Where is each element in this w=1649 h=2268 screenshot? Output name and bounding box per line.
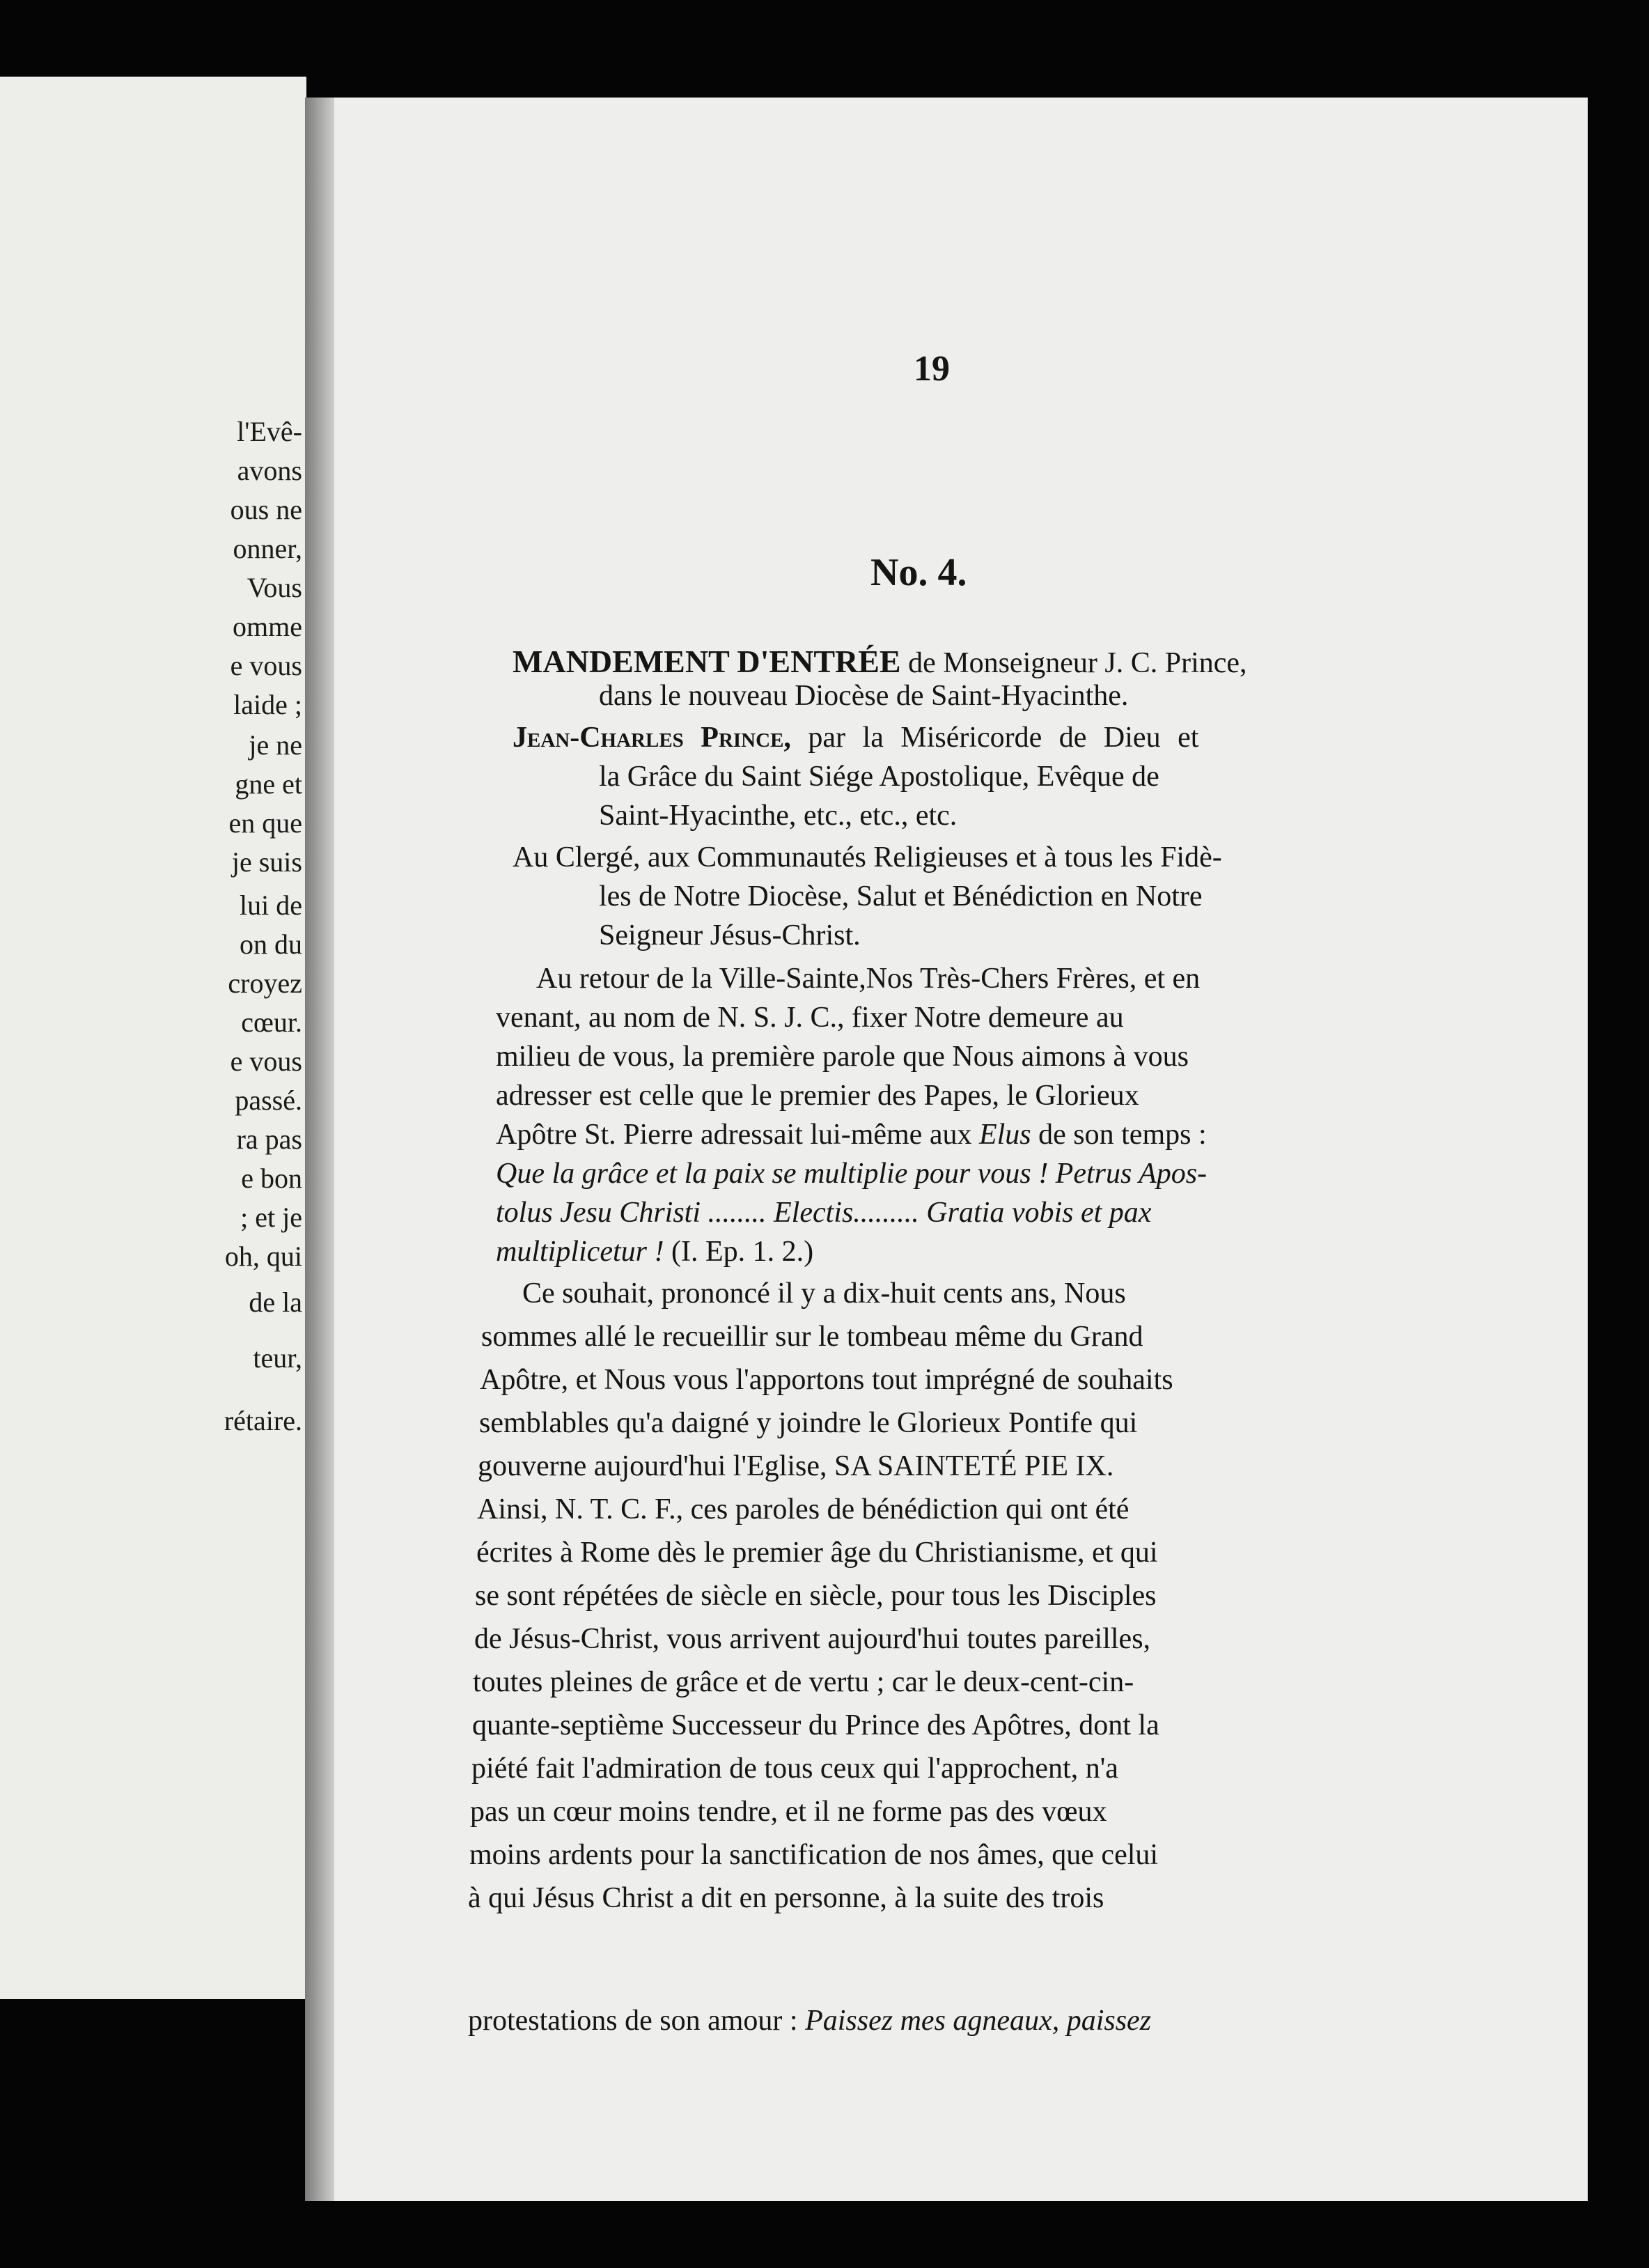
issuer-name: Jean-Charles Prince,	[513, 722, 791, 754]
para2-line: moins ardents pour la sanctification de nos âmes, que celui	[469, 1839, 1159, 1871]
para1-line-4: adresser est celle que le premier des Papes, le Glorieux	[496, 1080, 1139, 1112]
para1-line-2: venant, au nom de N. S. J. C., fixer Notre demeure au	[496, 1002, 1124, 1034]
address-line-1: Au Clergé, aux Communautés Religieuses et à tous les Fidè-	[513, 841, 1222, 873]
para2-line: gouverne aujourd'hui l'Eglise, SA SAINTETÉ PIE IX.	[478, 1450, 1114, 1482]
left-page-fragment: de la	[249, 1287, 302, 1318]
left-page-fragment: e vous	[230, 1046, 302, 1077]
para1-line-8-ref: (I. Ep. 1. 2.)	[664, 1236, 814, 1268]
left-page-fragment: ous ne	[230, 494, 302, 525]
left-page-fragment: croyez	[228, 968, 302, 999]
address-line-3: Seigneur Jésus-Christ.	[599, 919, 861, 952]
left-facing-page	[0, 77, 306, 1999]
issuer-title-1: par la Miséricorde de Dieu et	[808, 722, 1199, 754]
para2-line: écrites à Rome dès le premier âge du Christianisme, et qui	[476, 1537, 1158, 1569]
left-page-fragment: on du	[240, 929, 302, 960]
para1-line-6: Que la grâce et la paix se multiplie pour vous ! Petrus Apos-	[496, 1158, 1208, 1190]
para2-line: Ce souhait, prononcé il y a dix-huit cents ans, Nous	[522, 1277, 1126, 1310]
para2-line: sommes allé le recueillir sur le tombeau même du Grand	[481, 1321, 1143, 1353]
para2-line: de Jésus-Christ, vous arrivent aujourd'hui toutes pareilles,	[474, 1623, 1151, 1655]
para1-line-7: tolus Jesu Christi ........ Electis......... Gratia vobis et pax	[496, 1197, 1152, 1229]
para1-line-5	[496, 1120, 1207, 1149]
para2-line: se sont répétées de siècle en siècle, pour tous les Disciples	[475, 1580, 1157, 1612]
para1-line-5-a: Apôtre St. Pierre adressait lui-même aux	[496, 1119, 979, 1151]
page-number: 19	[914, 349, 950, 389]
para2-line: quante-septième Successeur du Prince des Apôtres, dont la	[472, 1709, 1159, 1741]
left-page-fragment: cœur.	[241, 1007, 302, 1038]
main-page	[334, 98, 1588, 2201]
left-page-fragment: e bon	[241, 1163, 302, 1194]
left-page-fragment: je ne	[249, 729, 302, 761]
left-page-fragment: onner,	[233, 533, 302, 564]
title-line-2: dans le nouveau Diocèse de Saint-Hyacinthe.	[599, 680, 1129, 712]
left-page-fragment: en que	[228, 807, 302, 839]
left-page-fragment: Vous	[247, 572, 302, 603]
document-heading: No. 4.	[870, 551, 967, 594]
address-line-2: les de Notre Diocèse, Salut et Bénédiction en Notre	[599, 880, 1203, 912]
title-bold: MANDEMENT D'ENTRÉE	[513, 644, 901, 679]
para2-line: Apôtre, et Nous vous l'apportons tout imprégné de souhaits	[480, 1364, 1173, 1396]
title-rest: de Monseigneur J. C. Prince,	[900, 647, 1247, 679]
left-page-fragment: laide ;	[233, 689, 302, 720]
para2-line: Ainsi, N. T. C. F., ces paroles de bénédiction qui ont été	[477, 1493, 1130, 1525]
para1-line-1: Au retour de la Ville-Sainte,Nos Très-Chers Frères, et en	[536, 963, 1201, 995]
para2-line: toutes pleines de grâce et de vertu ; car le deux-cent-cin-	[473, 1666, 1134, 1698]
left-page-fragment: je suis	[231, 846, 302, 878]
last-line-a: protestations de son amour :	[468, 2005, 806, 2037]
left-page-fragment: e vous	[230, 650, 302, 681]
left-page-fragment: lui de	[240, 890, 302, 921]
para2-line: à qui Jésus Christ a dit en personne, à la suite des trois	[468, 1882, 1104, 1914]
issuer-line-3: Saint-Hyacinthe, etc., etc., etc.	[599, 800, 958, 832]
left-page-fragment: passé.	[235, 1085, 302, 1116]
para2-line: pas un cœur moins tendre, et il ne forme pas des vœux	[470, 1796, 1107, 1828]
para2-line: piété fait l'admiration de tous ceux qui l'approchent, n'a	[471, 1753, 1118, 1785]
issuer-line-1	[513, 723, 1198, 752]
left-page-fragment: oh, qui	[224, 1241, 302, 1272]
left-page-fragment: avons	[237, 455, 302, 486]
left-page-fragment: ra pas	[236, 1124, 302, 1155]
left-page-fragment: teur,	[253, 1342, 302, 1374]
para2-line: semblables qu'a daigné y joindre le Glorieux Pontife qui	[479, 1407, 1138, 1439]
para1-line-5-italic: Elus	[978, 1119, 1031, 1151]
left-page-fragment: omme	[233, 611, 302, 642]
left-page-fragment: l'Evê-	[237, 416, 302, 447]
left-page-fragment: rétaire.	[224, 1405, 302, 1436]
title-line-1	[513, 646, 1247, 678]
last-line-italic: Paissez mes agneaux, paissez	[805, 2005, 1152, 2037]
last-line	[468, 2006, 1151, 2035]
left-page-fragment: gne et	[235, 768, 302, 800]
para1-line-5-c: de son temps :	[1031, 1119, 1207, 1151]
issuer-line-2: la Grâce du Saint Siége Apostolique, Evêque de	[599, 761, 1159, 793]
para1-line-3: milieu de vous, la première parole que Nous aimons à vous	[496, 1041, 1189, 1073]
para1-line-8	[496, 1237, 813, 1266]
para1-line-8-italic: multiplicetur !	[496, 1236, 664, 1268]
left-page-fragment: ; et je	[240, 1202, 302, 1233]
